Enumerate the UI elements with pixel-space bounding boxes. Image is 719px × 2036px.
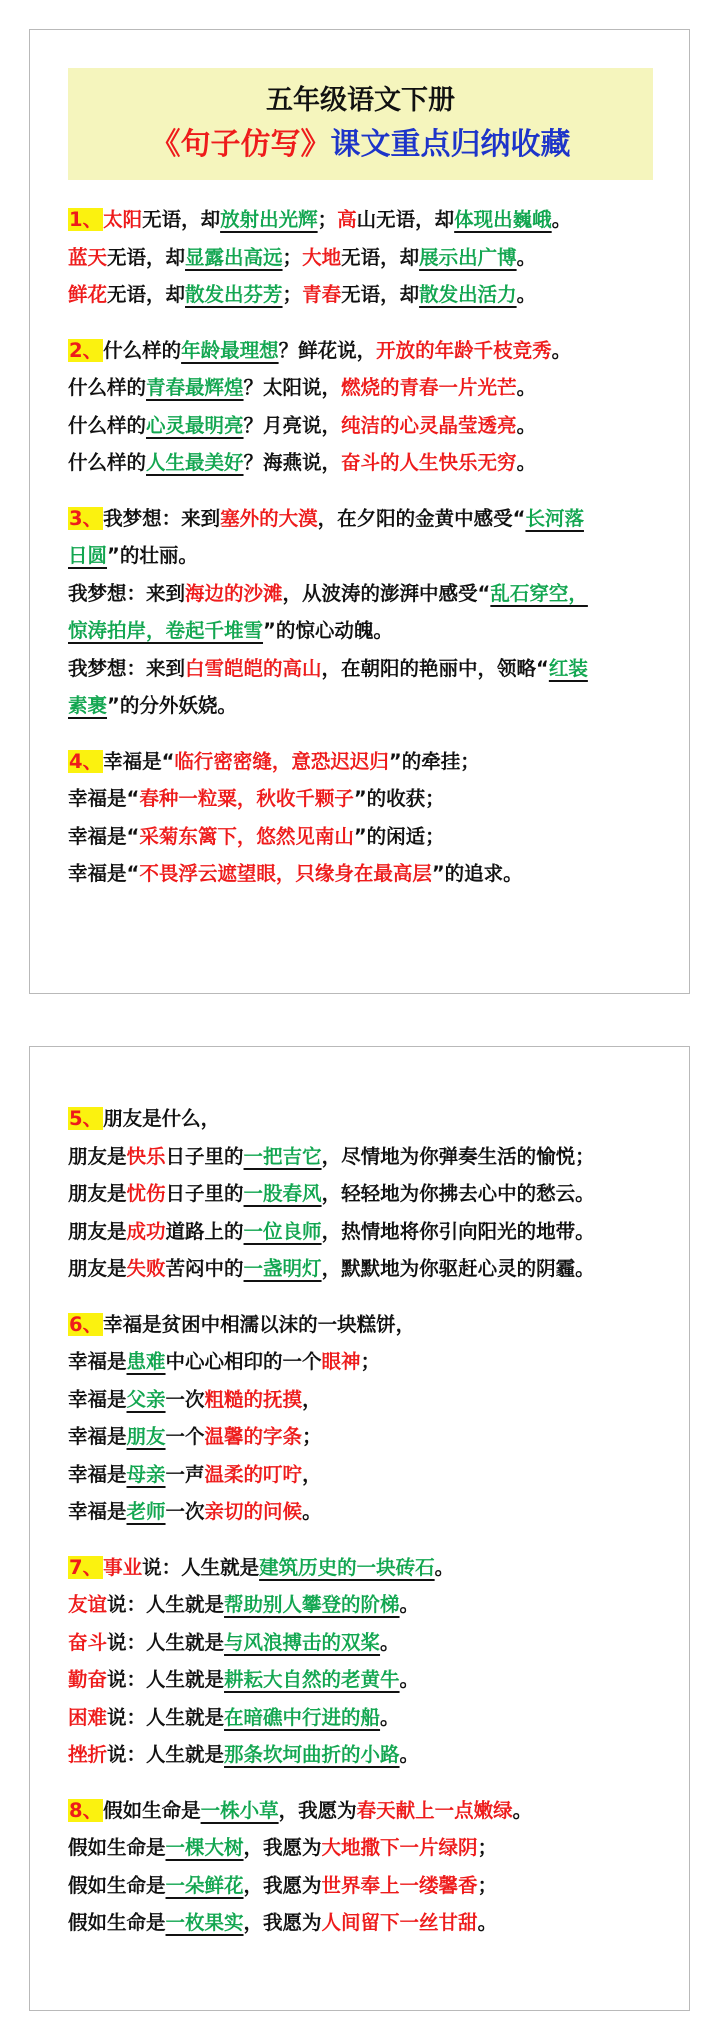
keyword-red: 眼神 — [321, 1350, 361, 1373]
sentence-text: 。 — [516, 376, 537, 399]
keyword-green-underlined: 心灵最明亮 — [146, 413, 244, 437]
keyword-green-underlined: 建筑历史的一块砖石 — [259, 1555, 435, 1579]
sentence-text: 。 — [399, 1593, 420, 1616]
keyword-red: 事业 — [103, 1555, 143, 1579]
sentence-text: ， — [302, 1387, 322, 1411]
keyword-green-underlined: 一株小草 — [200, 1798, 279, 1822]
sentence-text: 山无语，却 — [356, 208, 455, 231]
sentence-text: 我梦想：来到 — [103, 506, 221, 530]
sentence-text: 。 — [399, 1668, 420, 1691]
sentence-text: ？月亮说， — [243, 413, 342, 437]
sentence-text: 说：人生就是 — [107, 1743, 225, 1766]
keyword-red: 忧伤 — [126, 1182, 166, 1205]
keyword-red: 高 — [337, 208, 357, 231]
sentence-text: 无语，却 — [341, 283, 420, 306]
sentence-line — [68, 276, 669, 314]
sentence-text: ”的闲适； — [353, 824, 445, 848]
keyword-green-underlined: 患难 — [126, 1350, 166, 1373]
sentence-text: 幸福是 — [68, 1462, 127, 1486]
section-number: 7、 — [69, 1555, 103, 1579]
keyword-red: 友谊 — [68, 1593, 108, 1616]
sentence-text: ，在朝阳的艳丽中，领略“ — [321, 656, 549, 680]
keyword-red: 挫折 — [68, 1743, 108, 1766]
sentence-text: ； — [282, 283, 303, 306]
keyword-red: 奋斗的人生快乐无穷 — [341, 451, 517, 474]
keyword-red: 纯洁的心灵晶莹透亮 — [341, 413, 517, 437]
sentence-text: ； — [360, 1350, 381, 1373]
section-4 — [68, 743, 669, 893]
keyword-red: 温柔的叮咛 — [204, 1462, 303, 1486]
keyword-green-underlined: 帮助别人攀登的阶梯 — [224, 1593, 400, 1616]
sentence-text: 假如生命是 — [103, 1798, 201, 1822]
keyword-green-underlined: 红装 — [548, 656, 588, 680]
sentence-text: ，从波涛的澎湃中感受“ — [282, 581, 491, 605]
keyword-red: 不畏浮云遮望眼，只缘身在最高层 — [139, 862, 432, 885]
sentence-text: 。 — [516, 283, 537, 306]
sentence-text: 。 — [380, 1705, 400, 1729]
section-7 — [68, 1549, 669, 1774]
sentence-text: 。 — [516, 451, 537, 474]
keyword-red: 成功 — [126, 1219, 166, 1243]
sentence-line — [68, 332, 669, 370]
keyword-green-underlined: 年龄最理想 — [181, 338, 279, 362]
section-number: 4、 — [69, 749, 103, 773]
section-5 — [68, 1100, 669, 1288]
keyword-green-underlined: 一棵大树 — [165, 1836, 244, 1859]
sentence-line — [68, 855, 669, 893]
sentence-line — [68, 1661, 669, 1699]
sentence-text: ，热情地将你引向阳光的地带。 — [321, 1219, 595, 1243]
sentence-text: ，轻轻地为你拂去心中的愁云。 — [321, 1182, 595, 1205]
sentence-text: ，我愿为 — [243, 1836, 322, 1859]
keyword-green-underlined: 一位良师 — [243, 1219, 322, 1243]
sentence-text: 。 — [477, 1911, 498, 1934]
keyword-red: 开放的年龄千枝竞秀 — [376, 338, 552, 362]
sentence-text: ”的壮丽。 — [107, 544, 198, 567]
section-8 — [68, 1792, 669, 1942]
keyword-green-underlined: 日圆 — [68, 544, 108, 567]
subtitle-book-name: 《句子仿写》 — [150, 127, 331, 162]
keyword-green-underlined: 人生最美好 — [146, 451, 244, 474]
keyword-green-underlined: 父亲 — [126, 1387, 166, 1411]
keyword-green-underlined: 放射出光辉 — [220, 208, 318, 231]
sentence-text: ，我愿为 — [278, 1798, 357, 1822]
sentence-text: ”的追求。 — [431, 862, 523, 885]
sentence-text: 我梦想：来到 — [68, 581, 186, 605]
keyword-green-underlined: 散发出活力 — [419, 283, 517, 306]
keyword-green-underlined: 显露出高远 — [185, 245, 283, 269]
sentence-text: 朋友是 — [68, 1219, 127, 1243]
sentence-text: 。 — [516, 413, 537, 437]
keyword-green-underlined: 老师 — [126, 1500, 166, 1523]
sentence-text: 朋友是什么， — [103, 1107, 221, 1130]
sentence-line — [68, 1250, 669, 1288]
sentence-line — [68, 687, 669, 725]
keyword-green-underlined: 那条坎坷曲折的小路 — [224, 1743, 400, 1766]
keyword-green-underlined: 体现出巍峨 — [454, 208, 552, 231]
section-number: 5、 — [69, 1107, 103, 1130]
keyword-red: 春种一粒粟，秋收千颗子 — [139, 787, 354, 810]
sentence-line — [68, 612, 669, 650]
sentence-text: ； — [477, 1836, 498, 1859]
sentence-line — [68, 1343, 669, 1381]
keyword-red: 奋斗 — [68, 1630, 108, 1654]
page-card-1 — [29, 29, 690, 994]
sentence-line — [68, 1456, 669, 1494]
sentence-line — [68, 743, 669, 781]
sentence-text: 说：人生就是 — [107, 1668, 225, 1691]
sentence-line — [68, 537, 669, 575]
sentence-text: 幸福是“ — [68, 862, 140, 885]
sentence-text: 日子里的 — [165, 1144, 244, 1168]
keyword-green-underlined: 展示出广博 — [419, 245, 517, 269]
sentence-text: ，默默地为你驱赶心灵的阴霾。 — [321, 1257, 595, 1280]
sentence-line — [68, 1904, 669, 1942]
keyword-red: 鲜花 — [68, 283, 108, 306]
sentence-text: 朋友是 — [68, 1144, 127, 1168]
sentence-line — [68, 1699, 669, 1737]
sentence-line — [68, 1867, 669, 1905]
sentence-line — [68, 1418, 669, 1456]
sentence-line — [68, 239, 669, 277]
sentence-text: 什么样的 — [68, 451, 147, 474]
sentence-line — [68, 1586, 669, 1624]
sentence-text: 。 — [512, 1798, 533, 1822]
sentence-text: 苦闷中的 — [165, 1257, 244, 1280]
sentence-text: ， — [302, 1462, 322, 1486]
sentence-text: 一次 — [165, 1500, 205, 1523]
sentence-text: 。 — [551, 208, 572, 231]
sentence-text: 。 — [380, 1630, 400, 1654]
keyword-red: 燃烧的青春一片光芒 — [341, 376, 517, 399]
content-area-1 — [68, 201, 669, 911]
section-3 — [68, 500, 669, 725]
keyword-red: 临行密密缝，意恐迟迟归 — [174, 749, 389, 773]
sentence-line — [68, 407, 669, 445]
sentence-text: 幸福是“ — [68, 787, 140, 810]
keyword-red: 青春 — [302, 283, 342, 306]
keyword-green-underlined: 散发出芬芳 — [185, 283, 283, 306]
keyword-red: 塞外的大漠 — [220, 506, 318, 530]
page-title: 五年级语文下册 — [266, 85, 455, 116]
sentence-text: ，我愿为 — [243, 1873, 322, 1897]
keyword-red: 困难 — [68, 1705, 108, 1729]
sentence-line — [68, 500, 669, 538]
keyword-red: 大地 — [302, 245, 342, 269]
sentence-text: 无语，却 — [107, 245, 186, 269]
sentence-text: 假如生命是 — [68, 1911, 166, 1934]
sentence-text: ，在夕阳的金黄中感受“ — [317, 506, 526, 530]
sentence-line — [68, 1213, 669, 1251]
sentence-line — [68, 1381, 669, 1419]
sentence-line — [68, 1792, 669, 1830]
sentence-text: ，尽情地为你弹奏生活的愉悦； — [321, 1144, 595, 1168]
keyword-red: 海边的沙滩 — [185, 581, 283, 605]
keyword-red: 春天献上一点嫩绿 — [356, 1798, 513, 1822]
sentence-line — [68, 1493, 669, 1531]
sentence-text: 无语，却 — [142, 208, 221, 231]
keyword-green-underlined: 青春最辉煌 — [146, 376, 244, 399]
sentence-text: 无语，却 — [341, 245, 420, 269]
sentence-text: 。 — [551, 338, 572, 362]
sentence-text: 幸福是“ — [103, 749, 175, 773]
sentence-line — [68, 1100, 669, 1138]
section-number: 2、 — [69, 338, 103, 362]
sentence-text: ； — [302, 1425, 322, 1448]
sentence-text: 幸福是 — [68, 1425, 127, 1448]
sentence-text: 幸福是 — [68, 1500, 127, 1523]
keyword-red: 粗糙的抚摸 — [204, 1387, 303, 1411]
sentence-line — [68, 575, 669, 613]
sentence-text: 朋友是 — [68, 1182, 127, 1205]
keyword-red: 温馨的字条 — [204, 1425, 303, 1448]
sentence-line — [68, 1736, 669, 1774]
sentence-text: 什么样的 — [103, 338, 182, 362]
keyword-green-underlined: 与风浪搏击的双桨 — [224, 1630, 381, 1654]
keyword-red: 白雪皑皑的高山 — [185, 656, 322, 680]
section-number: 1、 — [69, 208, 103, 231]
sentence-text: 日子里的 — [165, 1182, 244, 1205]
sentence-text: ； — [317, 208, 338, 231]
sentence-text: ？太阳说， — [243, 376, 342, 399]
subtitle-description: 课文重点归纳收藏 — [330, 127, 571, 162]
keyword-green-underlined: 耕耘大自然的老黄牛 — [224, 1668, 400, 1691]
sentence-text: 无语，却 — [107, 283, 186, 306]
keyword-green-underlined: 乱石穿空， — [490, 581, 588, 605]
sentence-line — [68, 1306, 669, 1344]
keyword-green-underlined: 一枚果实 — [165, 1911, 244, 1934]
section-2 — [68, 332, 669, 482]
sentence-text: ； — [477, 1873, 498, 1897]
section-1 — [68, 201, 669, 314]
keyword-red: 大地撒下一片绿阴 — [321, 1836, 478, 1859]
sentence-line — [68, 1624, 669, 1662]
sentence-line — [68, 201, 669, 239]
keyword-red: 亲切的问候 — [204, 1500, 303, 1523]
sentence-text: 假如生命是 — [68, 1873, 166, 1897]
keyword-green-underlined: 素裹 — [68, 694, 108, 717]
keyword-red: 人间留下一丝甘甜 — [321, 1911, 478, 1934]
sentence-line — [68, 1549, 669, 1587]
sentence-text: 幸福是 — [68, 1387, 127, 1411]
sentence-text: 说：人生就是 — [142, 1555, 260, 1579]
sentence-line — [68, 1175, 669, 1213]
sentence-text: ”的收获； — [353, 787, 445, 810]
keyword-green-underlined: 在暗礁中行进的船 — [224, 1705, 381, 1729]
sentence-text: 中心心相印的一个 — [165, 1350, 322, 1373]
sentence-line — [68, 650, 669, 688]
keyword-red: 世界奉上一缕馨香 — [321, 1873, 478, 1897]
sentence-line — [68, 369, 669, 407]
content-area-2 — [68, 1100, 669, 1960]
sentence-text: 幸福是 — [68, 1350, 127, 1373]
keyword-red: 太阳 — [103, 208, 143, 231]
sentence-line — [68, 1138, 669, 1176]
sentence-text: 什么样的 — [68, 376, 147, 399]
keyword-red: 勤奋 — [68, 1668, 108, 1691]
title-banner — [68, 68, 653, 180]
sentence-text: 我梦想：来到 — [68, 656, 186, 680]
sentence-text: 朋友是 — [68, 1257, 127, 1280]
keyword-green-underlined: 母亲 — [126, 1462, 166, 1486]
sentence-line — [68, 818, 669, 856]
keyword-red: 快乐 — [126, 1144, 166, 1168]
keyword-red: 失败 — [126, 1257, 166, 1280]
sentence-line — [68, 780, 669, 818]
section-number: 8、 — [69, 1798, 103, 1822]
sentence-text: 假如生命是 — [68, 1836, 166, 1859]
sentence-text: ？海燕说， — [243, 451, 342, 474]
sentence-text: ，我愿为 — [243, 1911, 322, 1934]
sentence-text: 什么样的 — [68, 413, 147, 437]
keyword-red: 蓝天 — [68, 245, 108, 269]
sentence-text: ”的牵挂； — [388, 749, 480, 773]
keyword-green-underlined: 惊涛拍岸，卷起千堆雪 — [68, 619, 264, 642]
sentence-text: ”的分外妖娆。 — [107, 694, 237, 717]
sentence-text: 道路上的 — [165, 1219, 244, 1243]
keyword-green-underlined: 朋友 — [126, 1425, 166, 1448]
sentence-text: 一声 — [165, 1462, 205, 1486]
sentence-text: ”的惊心动魄。 — [263, 619, 393, 642]
sentence-text: 。 — [434, 1555, 455, 1579]
sentence-text: 幸福是“ — [68, 824, 140, 848]
sentence-line — [68, 1829, 669, 1867]
sentence-line — [68, 444, 669, 482]
sentence-text: 一次 — [165, 1387, 205, 1411]
sentence-text: 幸福是贫困中相濡以沫的一块糕饼， — [103, 1312, 416, 1336]
sentence-text: 说：人生就是 — [107, 1593, 225, 1616]
sentence-text: 说：人生就是 — [107, 1705, 225, 1729]
sentence-text: 。 — [516, 245, 537, 269]
sentence-text: ； — [282, 245, 303, 269]
keyword-green-underlined: 一朵鲜花 — [165, 1873, 244, 1897]
sentence-text: 。 — [399, 1743, 420, 1766]
page-subtitle — [68, 122, 653, 168]
keyword-green-underlined: 一把吉它 — [243, 1144, 322, 1168]
sentence-text: 说：人生就是 — [107, 1630, 225, 1654]
sentence-text: ？鲜花说， — [278, 338, 377, 362]
keyword-green-underlined: 一股春风 — [243, 1182, 322, 1205]
section-number: 6、 — [69, 1312, 103, 1336]
keyword-green-underlined: 一盏明灯 — [243, 1257, 322, 1280]
sentence-text: 一个 — [165, 1425, 205, 1448]
sentence-text: 。 — [302, 1500, 322, 1523]
page-card-2 — [29, 1046, 690, 2011]
section-number: 3、 — [69, 506, 103, 530]
keyword-green-underlined: 长河落 — [525, 506, 584, 530]
section-6 — [68, 1306, 669, 1531]
keyword-red: 采菊东篱下，悠然见南山 — [139, 824, 354, 848]
